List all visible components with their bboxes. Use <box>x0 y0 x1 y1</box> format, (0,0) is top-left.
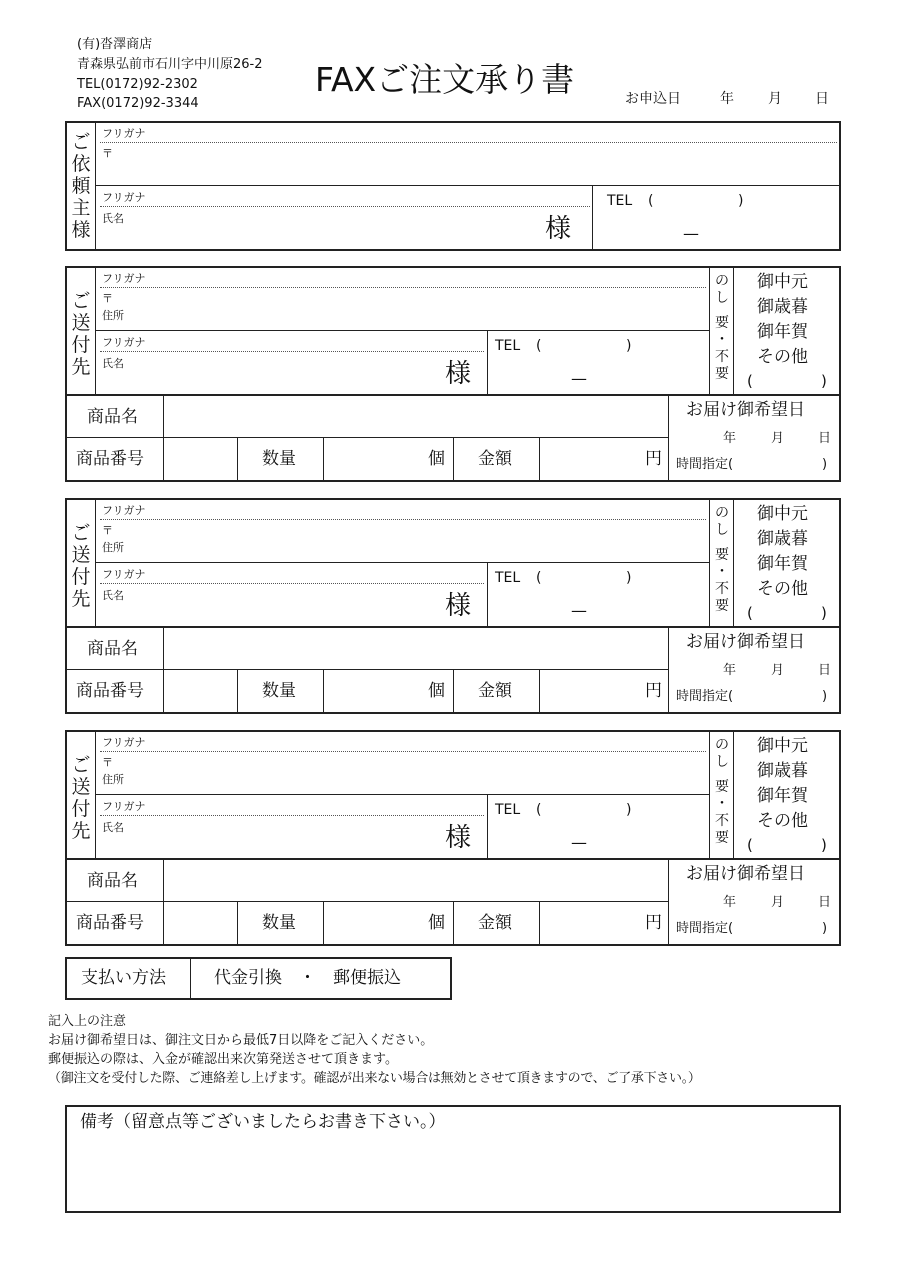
recipient-tel-paren-open: ( <box>536 570 542 586</box>
recipient-tel-paren-close: ) <box>626 802 632 818</box>
noshi-option-other: その他 <box>757 347 808 367</box>
requester-name-furigana-label: フリガナ <box>102 191 146 204</box>
product-number-label: 商品番号 <box>76 913 144 933</box>
date-month: 月 <box>768 91 782 107</box>
amount-unit: 円 <box>645 681 662 701</box>
requester-address-field[interactable] <box>96 123 838 184</box>
recipient-tel-dash: — <box>571 601 587 620</box>
noshi-paren-close: ) <box>821 604 827 622</box>
date-prefix: お申込日 <box>625 91 681 107</box>
recipient-name-label: 氏名 <box>102 357 124 370</box>
noshi-option-onenga: 御年賀 <box>757 786 808 806</box>
time-label: 時間指定( <box>676 921 734 936</box>
qty-label: 数量 <box>262 913 296 933</box>
recipient-block-1 <box>0 266 905 482</box>
requester-postal-label: 〒 <box>102 147 113 160</box>
recipient-tel-dash: — <box>571 833 587 852</box>
noshi-option-oseibo: 御歳暮 <box>757 529 808 549</box>
time-paren-close: ) <box>822 457 828 472</box>
qty-unit: 個 <box>428 913 445 933</box>
product-name-field[interactable] <box>165 396 667 436</box>
recipient-tel-paren-open: ( <box>536 338 542 354</box>
delivery-day: 日 <box>818 431 832 446</box>
noshi-options[interactable] <box>735 732 839 858</box>
recipient-name-field[interactable] <box>96 796 486 858</box>
product-number-label: 商品番号 <box>76 681 144 701</box>
product-name-label: 商品名 <box>87 871 138 891</box>
recipient-name-furigana-label: フリガナ <box>102 800 146 813</box>
payment-label: 支払い方法 <box>81 968 166 988</box>
delivery-month: 月 <box>771 431 785 446</box>
noshi-option-other: その他 <box>757 811 808 831</box>
amount-unit: 円 <box>645 913 662 933</box>
notes-line-2: 郵便振込の際は、入金が確認出来次第発送させて頂きます。 <box>48 1052 398 1067</box>
delivery-year: 年 <box>723 431 737 446</box>
product-name-field[interactable] <box>165 628 667 668</box>
product-number-field[interactable] <box>165 671 236 712</box>
requester-name-field[interactable] <box>96 187 590 249</box>
payment-options[interactable]: 代金引換 ・ 郵便振込 <box>214 968 401 988</box>
amount-label: 金額 <box>478 913 512 933</box>
delivery-day: 日 <box>818 663 832 678</box>
time-paren-close: ) <box>822 921 828 936</box>
noshi-label: の し 要 ・ 不 要 <box>715 273 729 382</box>
requester-side-label: ご 依 頼 主 様 <box>71 131 91 241</box>
product-number-field[interactable] <box>165 903 236 944</box>
date-day: 日 <box>815 91 829 107</box>
shop-address: 青森県弘前市石川字中川原26-2 <box>77 57 263 72</box>
recipient-tel-field[interactable] <box>489 564 708 626</box>
time-paren-close: ) <box>822 689 828 704</box>
delivery-day: 日 <box>818 895 832 910</box>
recipient-tel-field[interactable] <box>489 332 708 394</box>
noshi-options[interactable] <box>735 268 839 394</box>
noshi-option-ochugen: 御中元 <box>757 504 808 524</box>
notes-line-1: お届け御希望日は、御注文日から最低7日以降をご記入ください。 <box>48 1033 434 1048</box>
recipient-address-label: 住所 <box>102 541 124 554</box>
time-label: 時間指定( <box>676 457 734 472</box>
recipient-address-field[interactable] <box>96 500 708 561</box>
requester-tel-label: TEL <box>607 193 633 209</box>
recipient-side-label: ご 送 付 先 <box>71 522 91 610</box>
noshi-option-ochugen: 御中元 <box>757 272 808 292</box>
recipient-block-3 <box>0 730 905 946</box>
recipient-name-field[interactable] <box>96 564 486 626</box>
delivery-date-field[interactable] <box>670 628 839 712</box>
noshi-label: の し 要 ・ 不 要 <box>715 505 729 614</box>
recipient-tel-label: TEL <box>495 338 521 354</box>
noshi-paren-close: ) <box>821 836 827 854</box>
recipient-tel-field[interactable] <box>489 796 708 858</box>
recipient-furigana-label: フリガナ <box>102 272 146 285</box>
delivery-label: お届け御希望日 <box>686 632 805 652</box>
noshi-paren-open: ( <box>747 604 753 622</box>
delivery-month: 月 <box>771 895 785 910</box>
recipient-postal-label: 〒 <box>102 292 113 305</box>
noshi-label: の し 要 ・ 不 要 <box>715 737 729 846</box>
recipient-sama: 様 <box>445 359 472 389</box>
amount-label: 金額 <box>478 681 512 701</box>
page-title: FAXご注文承り書 <box>315 60 575 99</box>
date-year: 年 <box>720 91 734 107</box>
qty-label: 数量 <box>262 449 296 469</box>
product-number-label: 商品番号 <box>76 449 144 469</box>
recipient-postal-label: 〒 <box>102 524 113 537</box>
noshi-paren-open: ( <box>747 372 753 390</box>
noshi-option-oseibo: 御歳暮 <box>757 761 808 781</box>
recipient-tel-paren-open: ( <box>536 802 542 818</box>
shop-name: (有)沓澤商店 <box>77 37 153 52</box>
recipient-block-2 <box>0 498 905 714</box>
requester-name-label: 氏名 <box>102 212 124 225</box>
recipient-side-label: ご 送 付 先 <box>71 290 91 378</box>
noshi-paren-close: ) <box>821 372 827 390</box>
recipient-tel-paren-close: ) <box>626 570 632 586</box>
noshi-paren-open: ( <box>747 836 753 854</box>
delivery-label: お届け御希望日 <box>686 400 805 420</box>
recipient-postal-label: 〒 <box>102 756 113 769</box>
recipient-name-furigana-label: フリガナ <box>102 568 146 581</box>
recipient-address-field[interactable] <box>96 732 708 793</box>
delivery-month: 月 <box>771 663 785 678</box>
time-label: 時間指定( <box>676 689 734 704</box>
notes-line-3: （御注文を受付した際、ご連絡差し上げます。確認が出来ない場合は無効とさせて頂きますので、ご了承下さい。） <box>48 1071 701 1086</box>
recipient-address-field[interactable] <box>96 268 708 329</box>
recipient-tel-label: TEL <box>495 802 521 818</box>
recipient-name-furigana-label: フリガナ <box>102 336 146 349</box>
recipient-side-label: ご 送 付 先 <box>71 754 91 842</box>
requester-sama: 様 <box>545 214 572 244</box>
product-number-field[interactable] <box>165 439 236 480</box>
noshi-options[interactable] <box>735 500 839 626</box>
recipient-furigana-label: フリガナ <box>102 504 146 517</box>
noshi-option-other: その他 <box>757 579 808 599</box>
qty-unit: 個 <box>428 449 445 469</box>
recipient-tel-label: TEL <box>495 570 521 586</box>
noshi-option-oseibo: 御歳暮 <box>757 297 808 317</box>
recipient-sama: 様 <box>445 823 472 853</box>
recipient-name-field[interactable] <box>96 332 486 394</box>
qty-unit: 個 <box>428 681 445 701</box>
notes-heading: 記入上の注意 <box>48 1014 127 1029</box>
recipient-furigana-label: フリガナ <box>102 736 146 749</box>
recipient-sama: 様 <box>445 591 472 621</box>
remarks-label: 備考（留意点等ございましたらお書き下さい。） <box>80 1112 446 1132</box>
delivery-date-field[interactable] <box>670 860 839 944</box>
requester-tel-paren-close: ) <box>738 193 744 209</box>
noshi-option-onenga: 御年賀 <box>757 322 808 342</box>
recipient-name-label: 氏名 <box>102 589 124 602</box>
recipient-address-label: 住所 <box>102 773 124 786</box>
product-name-label: 商品名 <box>87 639 138 659</box>
requester-tel-dash: — <box>683 224 699 243</box>
product-name-field[interactable] <box>165 860 667 900</box>
noshi-option-ochugen: 御中元 <box>757 736 808 756</box>
qty-label: 数量 <box>262 681 296 701</box>
delivery-label: お届け御希望日 <box>686 864 805 884</box>
requester-furigana-label: フリガナ <box>102 127 146 140</box>
recipient-name-label: 氏名 <box>102 821 124 834</box>
delivery-year: 年 <box>723 895 737 910</box>
delivery-year: 年 <box>723 663 737 678</box>
requester-tel-paren-open: ( <box>648 193 654 209</box>
amount-label: 金額 <box>478 449 512 469</box>
product-name-label: 商品名 <box>87 407 138 427</box>
recipient-address-label: 住所 <box>102 309 124 322</box>
shop-tel: TEL(0172)92-2302 <box>77 77 198 92</box>
shop-fax: FAX(0172)92-3344 <box>77 96 199 111</box>
delivery-date-field[interactable] <box>670 396 839 480</box>
amount-unit: 円 <box>645 449 662 469</box>
noshi-option-onenga: 御年賀 <box>757 554 808 574</box>
recipient-tel-dash: — <box>571 369 587 388</box>
recipient-tel-paren-close: ) <box>626 338 632 354</box>
